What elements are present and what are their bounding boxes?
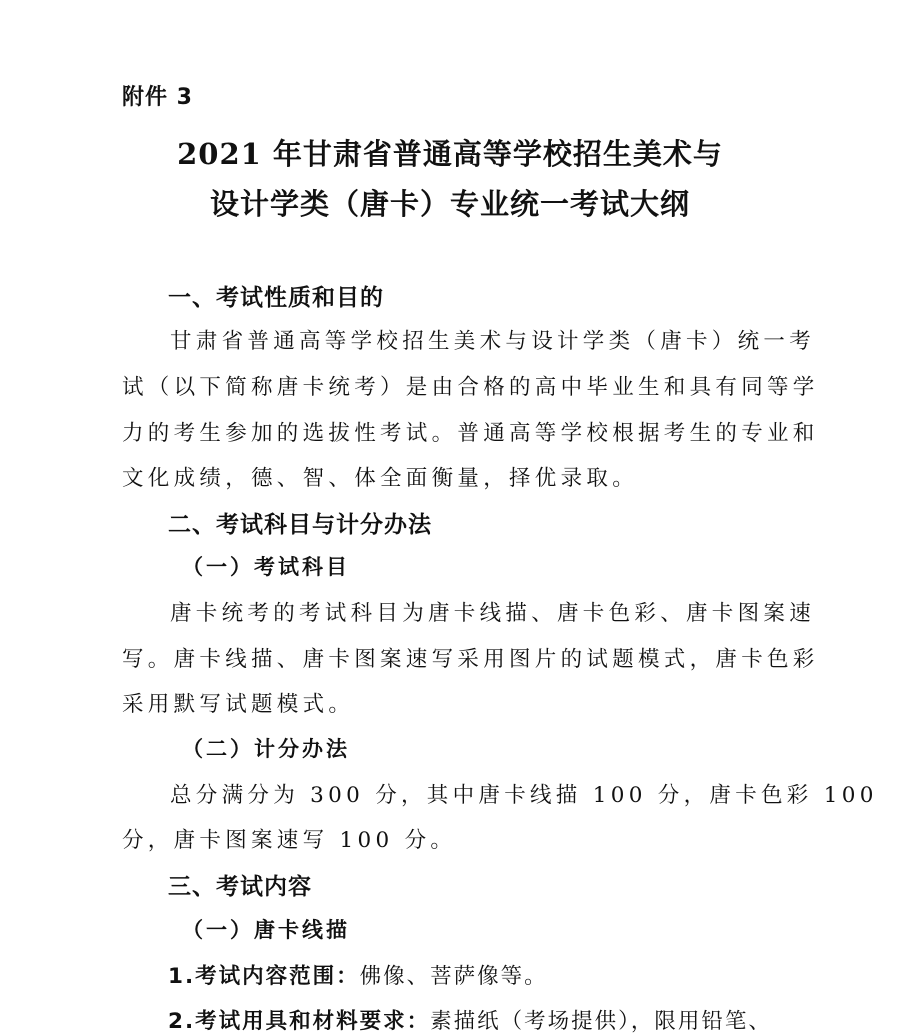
section-2-heading: 二、考试科目与计分办法 <box>168 512 432 538</box>
section-2-subheading-1: （一）考试科目 <box>182 554 350 579</box>
section-3-heading: 三、考试内容 <box>168 874 312 900</box>
section-1-paragraph-line: 力的考生参加的选拔性考试。普通高等学校根据考生的专业和 <box>122 421 819 446</box>
item-1-text: 佛像、菩萨像等。 <box>359 964 548 989</box>
section-2-sub1-paragraph-line: 唐卡统考的考试科目为唐卡线描、唐卡色彩、唐卡图案速 <box>170 601 816 626</box>
section-2-sub2-paragraph-line: 分，唐卡图案速写 100 分。 <box>122 828 457 853</box>
section-2-sub1-paragraph-line: 采用默写试题模式。 <box>122 692 355 717</box>
section-1-paragraph-line: 文化成绩，德、智、体全面衡量，择优录取。 <box>122 466 639 491</box>
section-2-sub2-paragraph-line: 总分满分为 300 分，其中唐卡线描 100 分，唐卡色彩 100 <box>170 783 878 808</box>
document-title-line-2: 设计学类（唐卡）专业统一考试大纲 <box>209 187 690 221</box>
section-1-heading: 一、考试性质和目的 <box>168 285 384 311</box>
section-2-sub1-paragraph-line: 写。唐卡线描、唐卡图案速写采用图片的试题模式，唐卡色彩 <box>122 647 819 672</box>
item-2-label: 2.考试用具和材料要求： <box>168 1009 431 1034</box>
section-3-item-2 <box>168 1004 772 1035</box>
item-2-text: 素描纸（考场提供），限用铅笔、 <box>430 1009 772 1034</box>
document-title-line-1: 2021 年甘肃省普通高等学校招生美术与 <box>177 137 723 171</box>
section-3-item-1 <box>168 959 548 990</box>
section-2-subheading-2: （二）计分办法 <box>182 736 350 761</box>
section-1-paragraph-line: 甘肃省普通高等学校招生美术与设计学类（唐卡）统一考 <box>170 329 816 354</box>
section-1-paragraph-line: 试（以下简称唐卡统考）是由合格的高中毕业生和具有同等学 <box>122 375 819 400</box>
item-1-label: 1.考试内容范围： <box>168 964 360 989</box>
attachment-label: 附件 3 <box>122 85 193 110</box>
section-3-subheading-1: （一）唐卡线描 <box>182 917 350 942</box>
